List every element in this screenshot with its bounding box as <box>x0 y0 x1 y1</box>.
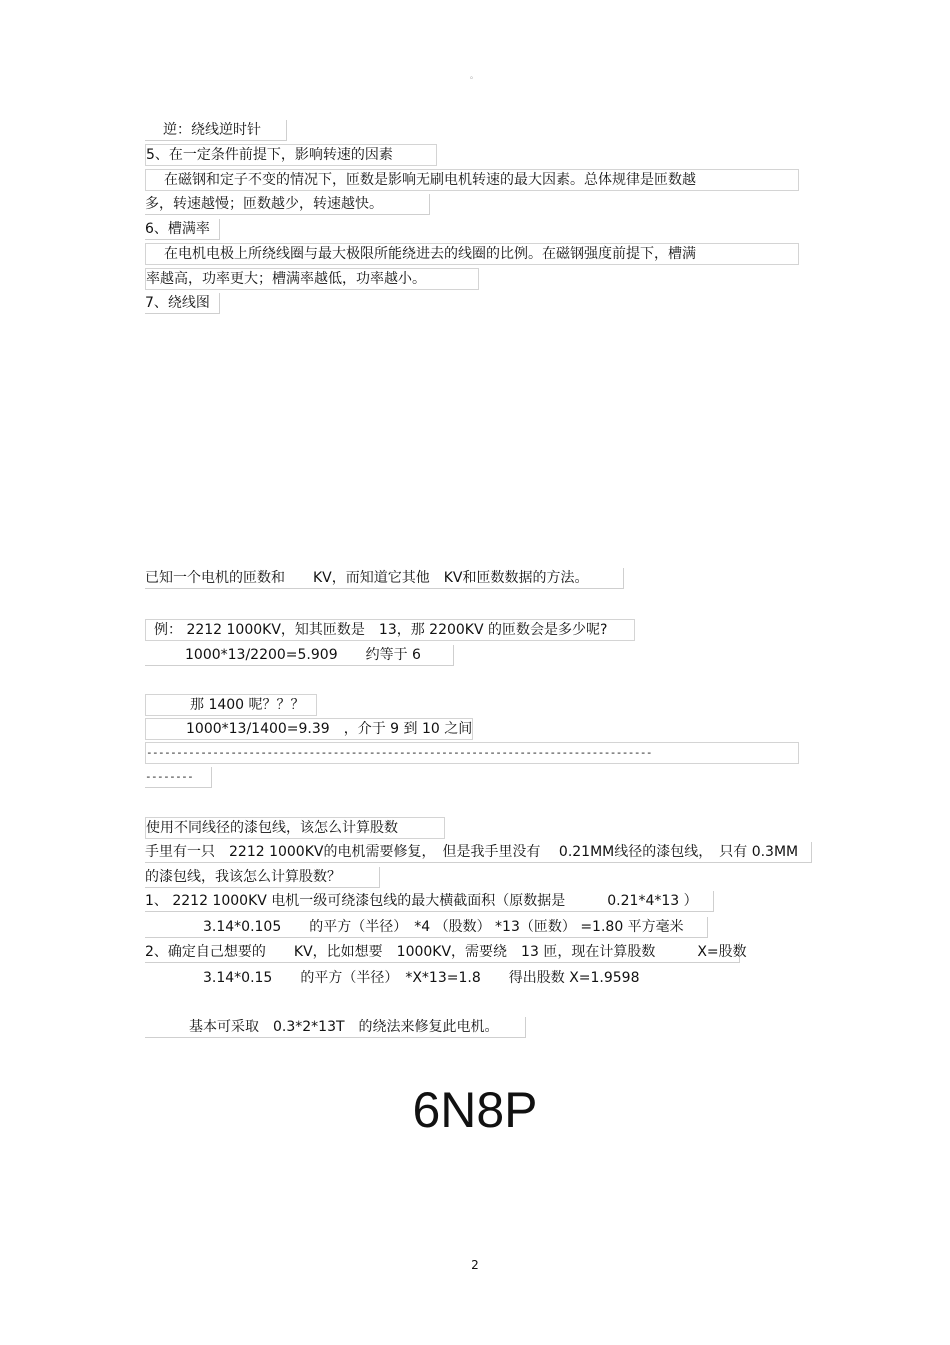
text-line: 逆：绕线逆时针 <box>145 120 287 141</box>
example-line: 例： 2212 1000KV，知其匝数是 13，那 2200KV 的匝数会是多少呢? <box>145 619 635 641</box>
calc-line: 1000*13/1400=9.39 ，介于 9 到 10 之间 <box>145 718 473 740</box>
large-code-text: 6N8P <box>412 1082 538 1138</box>
text-line: 多，转速越慢；匝数越少，转速越快。 <box>145 194 430 215</box>
calc-line: 3.14*0.105 的平方（半径） *4 （股数） *13（匝数） =1.80 平方毫米 <box>145 917 708 938</box>
divider-dashes: -------- <box>145 767 212 788</box>
conclusion-line: 基本可采取 0.3*2*13T 的绕法来修复此电机。 <box>145 1017 526 1038</box>
text-line: 在磁钢和定子不变的情况下，匝数是影响无刷电机转速的最大因素。总体规律是匝数越 <box>145 169 799 191</box>
divider-dashes: ------------------------------------------------------------------------------------ <box>145 742 799 764</box>
text-line: 手里有一只 2212 1000KV的电机需要修复， 但是我手里没有 0.21MM线径的漆包线， 只有 0.3MM <box>145 842 812 863</box>
step-line: 1、 2212 1000KV 电机一级可绕漆包线的最大横截面积（原数据是 0.21*4*13 ） <box>145 891 714 912</box>
page-number: 2 <box>471 1258 479 1272</box>
section-heading-6: 6、槽满率 <box>145 219 220 240</box>
calc-line: 3.14*0.15 的平方（半径） *X*13=1.8 得出股数 X=1.9598 <box>203 970 640 986</box>
question-line: 那 1400 呢？？？ <box>145 694 317 716</box>
text-line: 已知一个电机的匝数和 KV，而知道它其他 KV和匝数数据的方法。 <box>145 568 624 589</box>
section-heading-5: 5、在一定条件前提下，影响转速的因素 <box>145 144 437 166</box>
section-heading: 使用不同线径的漆包线，该怎么计算股数 <box>145 817 445 839</box>
calc-line: 1000*13/2200=5.909 约等于 6 <box>145 645 454 666</box>
text-line: 率越高，功率更大；槽满率越低，功率越小。 <box>145 268 479 290</box>
section-heading-7: 7、绕线图 <box>145 293 220 314</box>
text-line: 的漆包线，我该怎么计算股数？ <box>145 867 380 888</box>
step-line: 2、确定自己想要的 KV，比如想要 1000KV，需要绕 13 匝，现在计算股数 X=股数 <box>145 942 740 963</box>
header-mark: 。 <box>470 71 478 80</box>
text-line: 在电机电极上所绕线圈与最大极限所能绕进去的线圈的比例。在磁钢强度前提下，槽满 <box>145 243 799 265</box>
